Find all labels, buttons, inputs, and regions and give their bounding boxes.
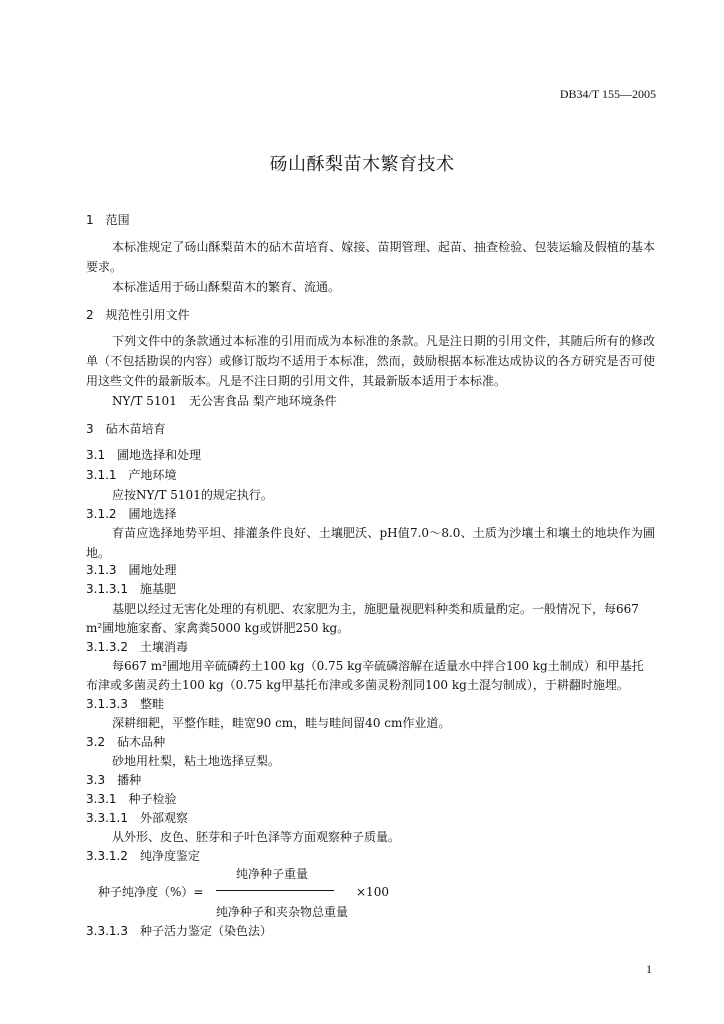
section-3-1-3-3-heading: 3.1.3.3 整畦 — [86, 697, 164, 711]
formula-multiplier: ×100 — [356, 885, 389, 899]
section-3-1-1-heading: 3.1.1 产地环境 — [86, 468, 177, 482]
section-3-1-3-1-paragraph-line-1: 基肥以经过无害化处理的有机肥、农家肥为主，施肥量视肥料种类和质量酌定。一般情况下，每667 — [112, 602, 639, 616]
section-3-1-heading: 3.1 圃地选择和处理 — [86, 448, 202, 462]
section-3-1-3-2-paragraph-line-1: 每667 m²圃地用辛硫磷药土100 kg（0.75 kg辛硫磷溶解在适量水中拌合100 kg土制成）和甲基托 — [112, 659, 644, 673]
section-3-2-heading: 3.2 砧木品种 — [86, 735, 166, 749]
section-3-1-3-1-paragraph-line-2: m²圃地施家畜、家禽粪5000 kg或饼肥250 kg。 — [86, 621, 350, 635]
section-3-3-1-1-paragraph: 从外形、皮色、胚芽和子叶色泽等方面观察种子质量。 — [112, 830, 401, 844]
section-3-1-2-paragraph: 育苗应选择地势平坦、排灌条件良好、土壤肥沃、pH值7.0～8.0、土质为沙壤土和壤土的地块作为圃地。 — [86, 526, 655, 560]
section-3-3-heading: 3.3 播种 — [86, 773, 142, 787]
page-number: 1 — [646, 962, 652, 976]
section-3-3-1-1-heading: 3.3.1.1 外部观察 — [86, 811, 188, 825]
section-3-3-1-3-heading: 3.3.1.3 种子活力鉴定（染色法） — [86, 924, 272, 938]
section-3-1-3-2-paragraph-line-2: 布津或多菌灵药土100 kg（0.75 kg甲基托布津或多菌灵粉剂同100 kg土混匀制成），于耕翻时施埋。 — [86, 678, 629, 692]
section-3-1-3-3-paragraph: 深耕细耙，平整作畦，畦宽90 cm，畦与畦间留40 cm作业道。 — [112, 716, 451, 730]
fraction-bar — [216, 890, 334, 891]
standard-code: DB34/T 155—2005 — [559, 87, 656, 101]
section-3-1-1-paragraph: 应按NY/T 5101的规定执行。 — [112, 488, 273, 502]
section-3-1-3-2-heading: 3.1.3.2 土壤消毒 — [86, 640, 188, 654]
section-1-paragraph-1: 本标准规定了砀山酥梨苗木的砧木苗培育、嫁接、苗期管理、起苗、抽查检验、包装运输及假植的基本要求。 — [86, 240, 655, 274]
section-2-paragraph-1: 下列文件中的条款通过本标准的引用而成为本标准的条款。凡是注日期的引用文件，其随后所有的修改单（不包括勘误的内容）或修订版均不适用于本标准，然而，鼓励根据本标准达成协议的各方研究是否可使用这些文件的最新版本。凡是不注日期的引用文件，其最新版本适用于本标准。 — [86, 334, 655, 388]
formula-numerator: 纯净种子重量 — [236, 867, 309, 881]
section-3-1-2-heading: 3.1.2 圃地选择 — [86, 507, 177, 521]
formula-denominator: 纯净种子和夹杂物总重量 — [216, 905, 349, 919]
formula-lhs: 种子纯净度（%）= — [98, 885, 204, 899]
section-1-heading: 1 范围 — [86, 213, 130, 227]
section-3-1-3-1-heading: 3.1.3.1 施基肥 — [86, 582, 176, 596]
section-2-heading: 2 规范性引用文件 — [86, 308, 190, 322]
section-3-3-1-2-heading: 3.3.1.2 纯净度鉴定 — [86, 849, 200, 863]
section-3-1-3-heading: 3.1.3 圃地处理 — [86, 563, 177, 577]
document-title: 砀山酥梨苗木繁育技术 — [269, 154, 455, 175]
section-3-heading: 3 砧木苗培育 — [86, 422, 166, 436]
section-3-2-paragraph: 砂地用杜梨，粘土地选择豆梨。 — [112, 754, 281, 768]
normative-reference: NY/T 5101 无公害食品 梨产地环境条件 — [112, 394, 337, 408]
section-1-paragraph-2: 本标准适用于砀山酥梨苗木的繁育、流通。 — [112, 280, 341, 294]
section-3-3-1-heading: 3.3.1 种子检验 — [86, 792, 177, 806]
